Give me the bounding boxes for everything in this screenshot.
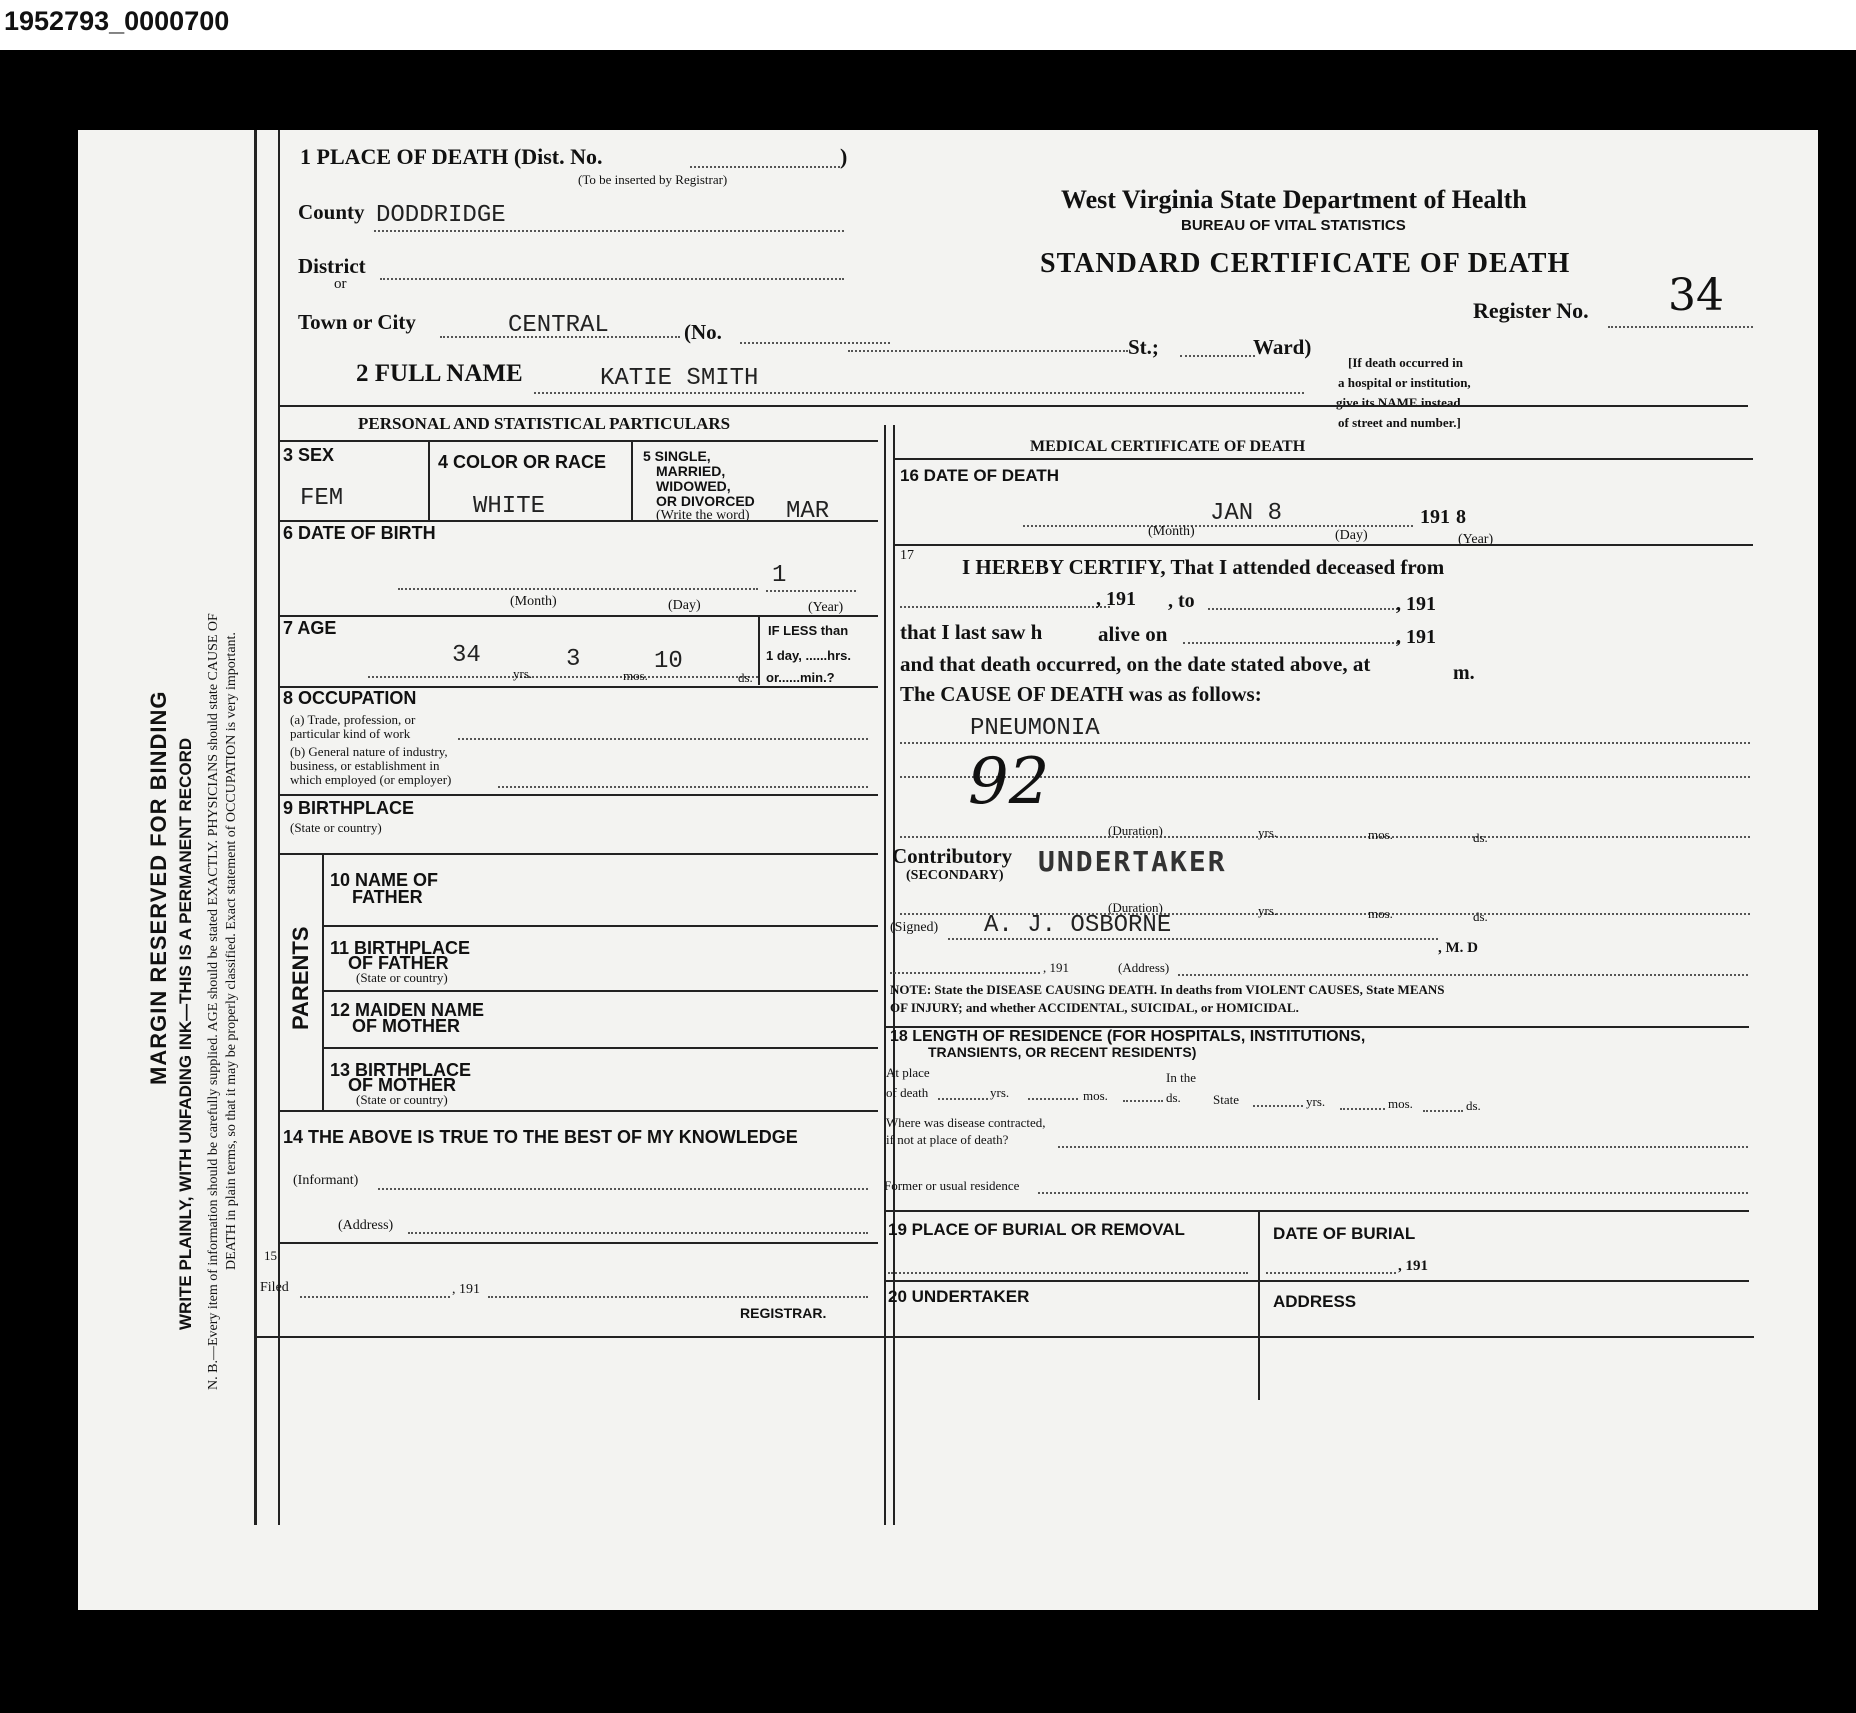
place-of-death-label: 1 PLACE OF DEATH (Dist. No. <box>300 144 603 169</box>
register-number: 34 <box>1668 270 1724 321</box>
of-death-label: of death <box>886 1085 929 1100</box>
dob-year-line <box>766 590 856 592</box>
row-rule-2 <box>278 615 878 617</box>
row-rule-5 <box>278 853 878 855</box>
town-line <box>440 336 680 338</box>
state-ds: ds. <box>1466 1098 1481 1113</box>
dob-day-label: (Day) <box>668 598 701 613</box>
row-rule-10 <box>278 1242 878 1244</box>
father-bp-1: 11 BIRTHPLACE <box>330 938 471 958</box>
note-line-2: OF INJURY; and whether ACCIDENTAL, SUICIDAL, or HOMICIDAL. <box>890 1000 1299 1015</box>
undertaker-label: 20 UNDERTAKER <box>888 1287 1030 1306</box>
state-yrs-line <box>1253 1105 1303 1107</box>
bottom-rule <box>254 1336 1754 1338</box>
alive-year: , 191 <box>1396 626 1436 648</box>
birthplace-label: 9 BIRTHPLACE <box>283 798 415 818</box>
parents-label: PARENTS <box>288 926 313 1030</box>
duration-mos-2: mos. <box>1368 906 1393 921</box>
age-label: 7 AGE <box>283 618 337 638</box>
death-certificate <box>78 130 1818 1610</box>
parents-divider <box>322 855 324 1110</box>
signed-label: (Signed) <box>890 920 939 935</box>
alive-on-line <box>1183 642 1398 644</box>
row-rule-6 <box>322 925 878 927</box>
age-days: 10 <box>654 648 683 675</box>
department-title: West Virginia State Department of Health <box>1061 185 1527 214</box>
dod-label: 16 DATE OF DEATH <box>900 466 1059 485</box>
signed-value: A. J. OSBORNE <box>984 912 1172 939</box>
burial-divider <box>1258 1210 1260 1400</box>
attended-from-line <box>900 606 1110 608</box>
county-label: County <box>298 200 365 224</box>
occupation-label: 8 OCCUPATION <box>283 688 417 708</box>
residence-label-1: 18 LENGTH OF RESIDENCE (FOR HOSPITALS, INSTITUTIONS, <box>890 1028 1366 1045</box>
state-mos: mos. <box>1388 1096 1413 1111</box>
occurred-m: m. <box>1453 662 1475 684</box>
marital-label-4: OR DIVORCED <box>656 493 755 509</box>
state-label: State <box>1213 1092 1239 1107</box>
hospital-note-1: [If death occurred in <box>1348 355 1463 370</box>
sig-date-line <box>890 972 1040 974</box>
duration-yrs-1: yrs. <box>1258 825 1278 840</box>
filed-year-line <box>488 1296 868 1298</box>
contributory-label: Contributory <box>892 844 1013 868</box>
informant-label: (Informant) <box>293 1173 359 1188</box>
state-ds-line <box>1423 1110 1463 1112</box>
dob-month-label: (Month) <box>510 594 557 609</box>
ward-line <box>1180 355 1255 357</box>
father-name-2: FATHER <box>352 887 423 907</box>
duration-yrs-2: yrs. <box>1258 903 1278 918</box>
age-line <box>368 676 758 678</box>
street-no-label: (No. <box>684 320 722 344</box>
personal-heading-rule <box>278 440 878 442</box>
hospital-note-3: give its NAME instead <box>1336 395 1461 410</box>
item-15: 15 <box>264 1248 277 1263</box>
state-yrs: yrs. <box>1306 1094 1326 1109</box>
attended-year-2: , 191 <box>1396 593 1436 615</box>
mother-bp-1: 13 BIRTHPLACE <box>330 1060 472 1080</box>
filed-line <box>300 1296 450 1298</box>
marital-label-2: MARRIED, <box>656 463 726 479</box>
county-value: DODDRIDGE <box>376 202 506 229</box>
burial-date-label: DATE OF BURIAL <box>1273 1224 1416 1243</box>
row-rule-8 <box>322 1047 878 1049</box>
note-line-1: NOTE: State the DISEASE CAUSING DEATH. In deaths from VIOLENT CAUSES, State MEANS <box>890 982 1445 997</box>
dist-no-close: ) <box>840 144 848 169</box>
dob-year-value: 1 <box>772 562 787 589</box>
md-label: , M. D <box>1438 940 1478 956</box>
alive-on-label: alive on <box>1098 622 1168 646</box>
row-rule-7 <box>322 990 878 992</box>
margin-nb-1: N. B.—Every item of information should be carefully supplied. AGE should be stated EXACTLY. PHYSICIANS should state CAUSE OF <box>206 613 221 1390</box>
former-residence: Former or usual residence <box>884 1178 1020 1193</box>
registrar-label: REGISTRAR. <box>740 1305 827 1321</box>
full-name-line <box>534 392 1304 394</box>
margin-divider <box>254 130 257 1525</box>
dist-no-line <box>690 166 840 168</box>
district-line <box>380 278 844 280</box>
race-value: WHITE <box>473 493 546 520</box>
age-years: 34 <box>452 642 481 669</box>
age-months: 3 <box>566 646 581 673</box>
sig-address-label: (Address) <box>1118 960 1170 975</box>
cause-value: PNEUMONIA <box>970 715 1100 742</box>
if-not-place: if not at place of death? <box>886 1132 1009 1147</box>
duration-ds-1: ds. <box>1473 830 1488 845</box>
ward-label: Ward) <box>1253 335 1312 359</box>
marital-value: MAR <box>786 498 830 525</box>
signed-line <box>948 938 1438 940</box>
medical-heading-rule <box>893 458 1753 460</box>
sig-year: , 191 <box>1043 960 1069 975</box>
former-line <box>1038 1192 1748 1194</box>
street-line <box>848 350 1128 352</box>
dob-label: 6 DATE OF BIRTH <box>283 523 436 543</box>
register-label: Register No. <box>1473 298 1589 323</box>
residence-rule <box>884 1210 1749 1212</box>
dob-line <box>398 588 758 590</box>
occupation-a-1: (a) Trade, profession, or <box>290 712 416 727</box>
street-label: St.; <box>1128 335 1159 359</box>
image-id: 1952793_0000700 <box>4 6 230 36</box>
age-mos-unit: mos. <box>623 668 648 683</box>
dod-rule <box>893 544 1753 546</box>
row-rule-1 <box>278 520 878 522</box>
town-value: CENTRAL <box>508 312 609 339</box>
burial-date-line <box>1266 1272 1396 1274</box>
mother-bp-note: (State or country) <box>356 1092 448 1107</box>
age-divider <box>758 615 760 685</box>
margin-nb-2: DEATH in plain terms, so that it may be properly classified. Exact statement of OCCUPATION is very important. <box>224 632 239 1270</box>
in-the-label: In the <box>1166 1070 1196 1085</box>
margin-divider-2 <box>278 130 280 1525</box>
marital-label-3: WIDOWED, <box>656 478 731 494</box>
marital-label-1: 5 SINGLE, <box>643 448 711 464</box>
occurred-text: and that death occurred, on the date stated above, at <box>900 652 1371 676</box>
sig-address-line <box>1178 974 1748 976</box>
occupation-b-2: business, or establishment in <box>290 758 440 773</box>
father-bp-2: OF FATHER <box>348 953 449 973</box>
attended-year-1: , 191 <box>1096 588 1136 610</box>
undertaker-address-label: ADDRESS <box>1273 1292 1357 1311</box>
row-rule-4 <box>278 794 878 796</box>
occupation-a-2: particular kind of work <box>290 726 411 741</box>
attended-to-line <box>1208 608 1398 610</box>
race-label: 4 COLOR OR RACE <box>438 452 607 472</box>
contributory-value: UNDERTAKER <box>1038 845 1227 878</box>
header-divider <box>278 405 1748 407</box>
contracted-line <box>1058 1146 1748 1148</box>
true-label: 14 THE ABOVE IS TRUE TO THE BEST OF MY KNOWLEDGE <box>283 1127 798 1147</box>
medical-heading: MEDICAL CERTIFICATE OF DEATH <box>1030 438 1306 455</box>
duration-line-1 <box>900 836 1750 838</box>
if-less-3: or......min.? <box>766 670 835 685</box>
dod-day-label: (Day) <box>1335 528 1368 543</box>
age-ds-unit: ds. <box>738 670 753 685</box>
dob-year-label: (Year) <box>808 600 844 615</box>
full-name-value: KATIE SMITH <box>600 365 759 392</box>
father-bp-note: (State or country) <box>356 970 448 985</box>
dod-value: JAN 8 <box>1210 500 1283 527</box>
occupation-b-1: (b) General nature of industry, <box>290 744 448 759</box>
place-mos-line <box>1028 1098 1078 1100</box>
burial-label: 19 PLACE OF BURIAL OR REMOVAL <box>888 1220 1185 1239</box>
cause-label: The CAUSE OF DEATH was as follows: <box>900 682 1262 706</box>
cause-line-1 <box>900 742 1750 744</box>
birthplace-note: (State or country) <box>290 820 382 835</box>
item-17: 17 <box>900 548 914 563</box>
town-label: Town or City <box>298 310 416 334</box>
margin-binding: MARGIN RESERVED FOR BINDING <box>146 690 171 1085</box>
residence-label-2: TRANSIENTS, OR RECENT RESIDENTS) <box>928 1044 1197 1060</box>
occupation-b-3: which employed (or employer) <box>290 772 452 787</box>
address-line-14 <box>408 1232 868 1234</box>
mother-name-2: OF MOTHER <box>352 1016 460 1036</box>
place-yrs-line <box>938 1098 988 1100</box>
column-divider-2 <box>893 425 895 1525</box>
attended-to: , to <box>1168 590 1195 612</box>
at-place-label: At place <box>886 1065 930 1080</box>
address-label-14: (Address) <box>338 1218 394 1233</box>
mother-bp-2: OF MOTHER <box>348 1075 456 1095</box>
place-yrs: yrs. <box>990 1085 1010 1100</box>
race-marital-divider <box>631 442 633 520</box>
occupation-b-line <box>498 786 868 788</box>
place-ds-line <box>1123 1100 1163 1102</box>
street-no-line <box>740 342 890 344</box>
certificate-title: STANDARD CERTIFICATE OF DEATH <box>1040 248 1571 279</box>
or-label: or <box>334 276 347 292</box>
secondary-label: (SECONDARY) <box>906 868 1004 883</box>
last-saw-label: that I last saw h <box>900 620 1043 644</box>
margin-ink: WRITE PLAINLY, WITH UNFADING INK—THIS IS A PERMANENT RECORD <box>176 737 195 1330</box>
duration-ds-2: ds. <box>1473 909 1488 924</box>
if-less-1: IF LESS than <box>768 623 849 638</box>
burial-place-line <box>888 1272 1248 1274</box>
certify-text: I HEREBY CERTIFY, That I attended deceased from <box>962 555 1445 579</box>
county-line <box>374 230 844 232</box>
row-rule-9 <box>278 1110 878 1112</box>
filed-year: , 191 <box>452 1282 480 1297</box>
dod-year-label: (Year) <box>1458 532 1494 547</box>
burial-rule <box>884 1280 1749 1282</box>
place-ds: ds. <box>1166 1090 1181 1105</box>
hospital-note-4: of street and number.] <box>1338 415 1461 430</box>
personal-heading: PERSONAL AND STATISTICAL PARTICULARS <box>358 414 731 433</box>
mother-name-1: 12 MAIDEN NAME <box>330 1000 485 1020</box>
hospital-note-2: a hospital or institution, <box>1338 375 1471 390</box>
full-name-label: 2 FULL NAME <box>356 360 523 387</box>
duration-label-2: (Duration) <box>1108 900 1163 915</box>
column-divider <box>884 425 886 1525</box>
age-yrs-unit: yrs. <box>513 666 533 681</box>
image-header-bar <box>0 0 1856 50</box>
state-mos-line <box>1340 1108 1385 1110</box>
sex-value: FEM <box>300 485 344 512</box>
duration-label-1: (Duration) <box>1108 823 1163 838</box>
sex-race-divider <box>428 442 430 520</box>
marital-note: (Write the word) <box>656 508 750 523</box>
occupation-a-line <box>458 738 868 740</box>
handwritten-92: 92 <box>968 745 1050 819</box>
dod-year: 191 <box>1420 506 1450 528</box>
place-mos: mos. <box>1083 1088 1108 1103</box>
where-contracted: Where was disease contracted, <box>886 1115 1046 1130</box>
burial-year: , 191 <box>1398 1258 1428 1274</box>
dod-year-digit: 8 <box>1456 506 1466 528</box>
district-label: District <box>298 254 366 278</box>
registrar-note: (To be inserted by Registrar) <box>578 172 728 187</box>
informant-line <box>378 1188 868 1190</box>
register-line <box>1608 326 1753 328</box>
sex-label: 3 SEX <box>283 445 335 465</box>
filed-label: Filed <box>260 1280 289 1295</box>
duration-mos-1: mos. <box>1368 827 1393 842</box>
dod-month-label: (Month) <box>1148 524 1195 539</box>
bureau-title: BUREAU OF VITAL STATISTICS <box>1181 217 1406 234</box>
father-name-1: 10 NAME OF <box>330 870 439 890</box>
if-less-2: 1 day, ......hrs. <box>766 648 852 663</box>
